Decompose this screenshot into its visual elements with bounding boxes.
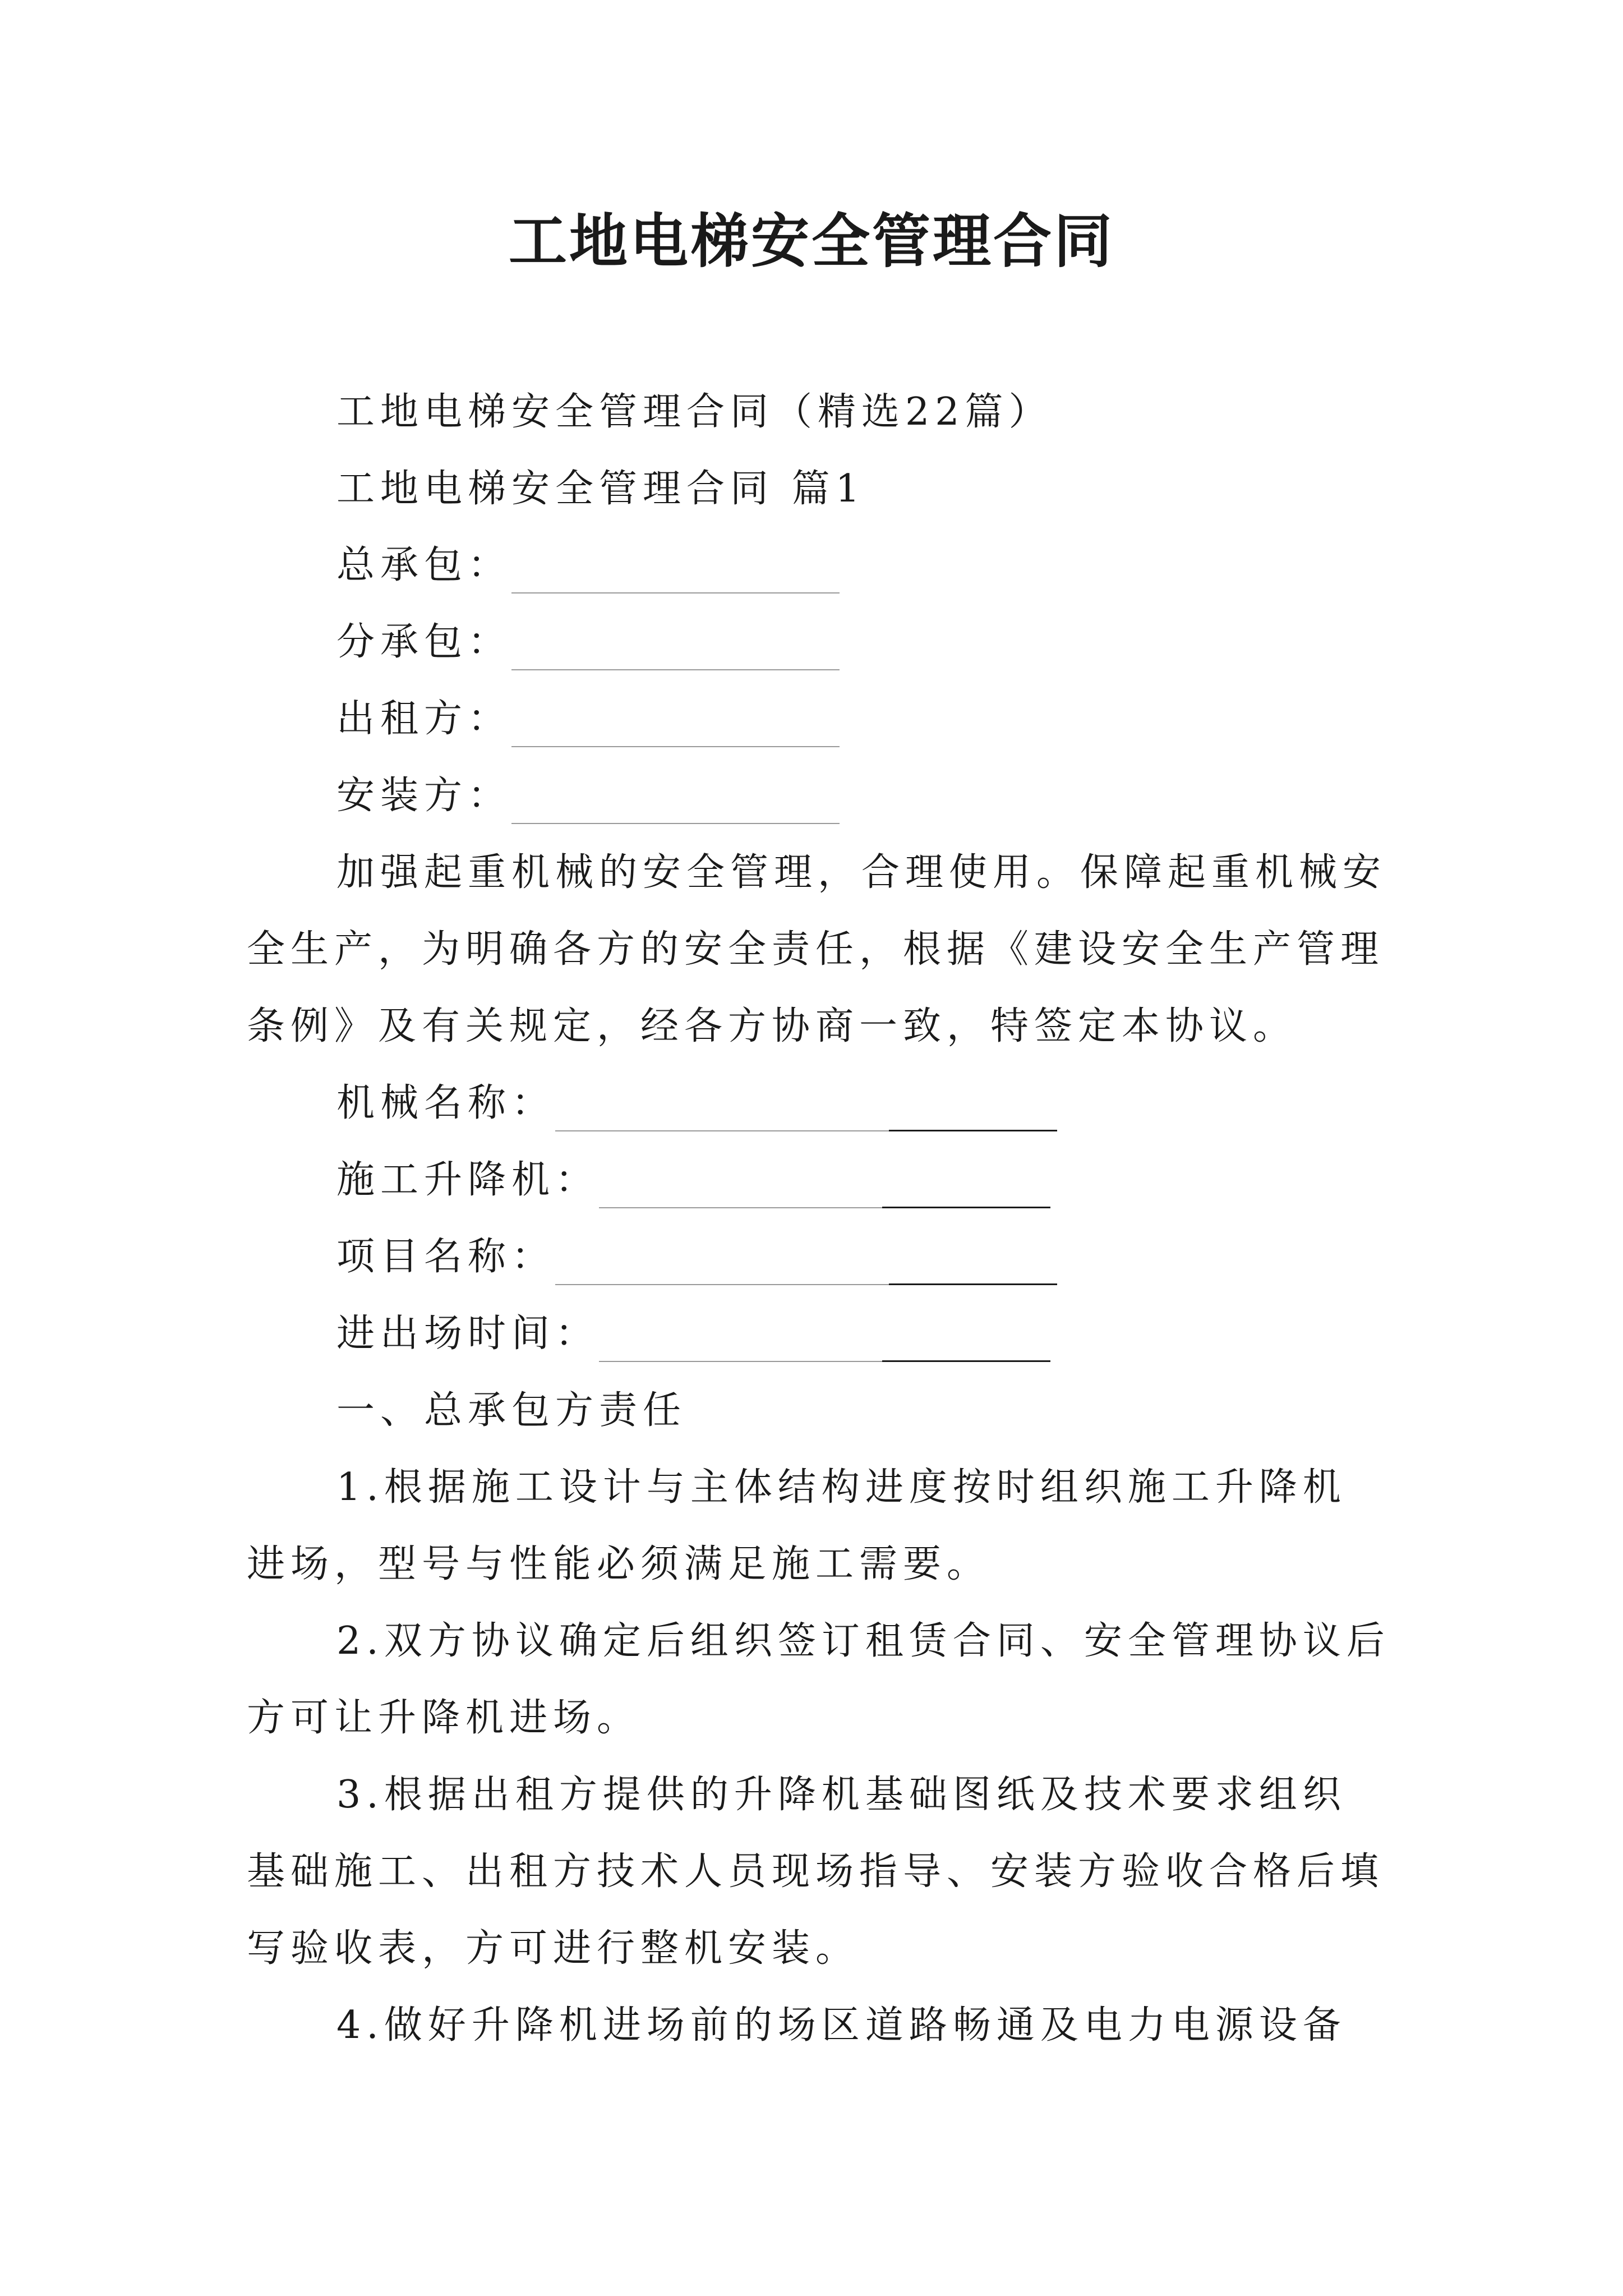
field-label: 机械名称： [336, 1081, 556, 1125]
field-label: 施工升降机： [336, 1158, 600, 1202]
field-label: 分承包： [336, 620, 512, 664]
clause-3-line: 3.根据出租方提供的升降机基础图纸及技术要求组织 [336, 1773, 1347, 1817]
party-field-lessor [336, 691, 840, 747]
intro-line: 全生产，为明确各方的安全责任，根据《建设安全生产管理 [247, 927, 1385, 972]
machine-name-field [336, 1075, 1057, 1131]
party-field-installer [336, 768, 840, 824]
blank-line [599, 1319, 882, 1362]
blank-line [511, 705, 840, 747]
field-label: 项目名称： [336, 1235, 556, 1279]
blank-line [511, 781, 840, 824]
blank-line [555, 1243, 889, 1285]
blank-line [882, 1319, 1050, 1362]
blank-line [882, 1165, 1050, 1208]
blank-line [599, 1166, 882, 1208]
blank-line [511, 551, 840, 593]
clause-1-line: 进场，型号与性能必须满足施工需要。 [247, 1542, 991, 1586]
clause-1-line: 1.根据施工设计与主体结构进度按时组织施工升降机 [336, 1465, 1347, 1510]
blank-line [889, 1242, 1057, 1285]
construction-hoist-field [336, 1152, 1050, 1208]
section-heading: 工地电梯安全管理合同 篇1 [336, 467, 865, 511]
clause-4-line: 4.做好升降机进场前的场区道路畅通及电力电源设备 [336, 2003, 1347, 2047]
clause-2-line: 2.双方协议确定后组织签订租赁合同、安全管理协议后 [336, 1619, 1390, 1663]
blank-line [555, 1089, 889, 1131]
blank-line [511, 628, 840, 670]
clause-2-line: 方可让升降机进场。 [247, 1696, 641, 1740]
section-1-heading: 一、总承包方责任 [336, 1388, 687, 1433]
blank-line [889, 1088, 1057, 1131]
clause-3-line: 写验收表，方可进行整机安装。 [247, 1926, 860, 1971]
entry-exit-time-field [336, 1306, 1050, 1362]
subtitle: 工地电梯安全管理合同（精选22篇） [336, 390, 1053, 434]
intro-line: 加强起重机械的安全管理，合理使用。保障起重机械安 [336, 850, 1387, 895]
party-field-subcontractor [336, 614, 840, 670]
field-label: 出租方： [336, 697, 512, 741]
field-label: 进出场时间： [336, 1312, 600, 1356]
document-title: 工地电梯安全管理合同 [508, 206, 1114, 275]
project-name-field [336, 1229, 1057, 1285]
intro-line: 条例》及有关规定，经各方协商一致，特签定本协议。 [247, 1004, 1297, 1048]
field-label: 总承包： [336, 543, 512, 587]
clause-3-line: 基础施工、出租方技术人员现场指导、安装方验收合格后填 [247, 1849, 1385, 1894]
party-field-general-contractor [336, 537, 840, 593]
field-label: 安装方： [336, 774, 512, 818]
